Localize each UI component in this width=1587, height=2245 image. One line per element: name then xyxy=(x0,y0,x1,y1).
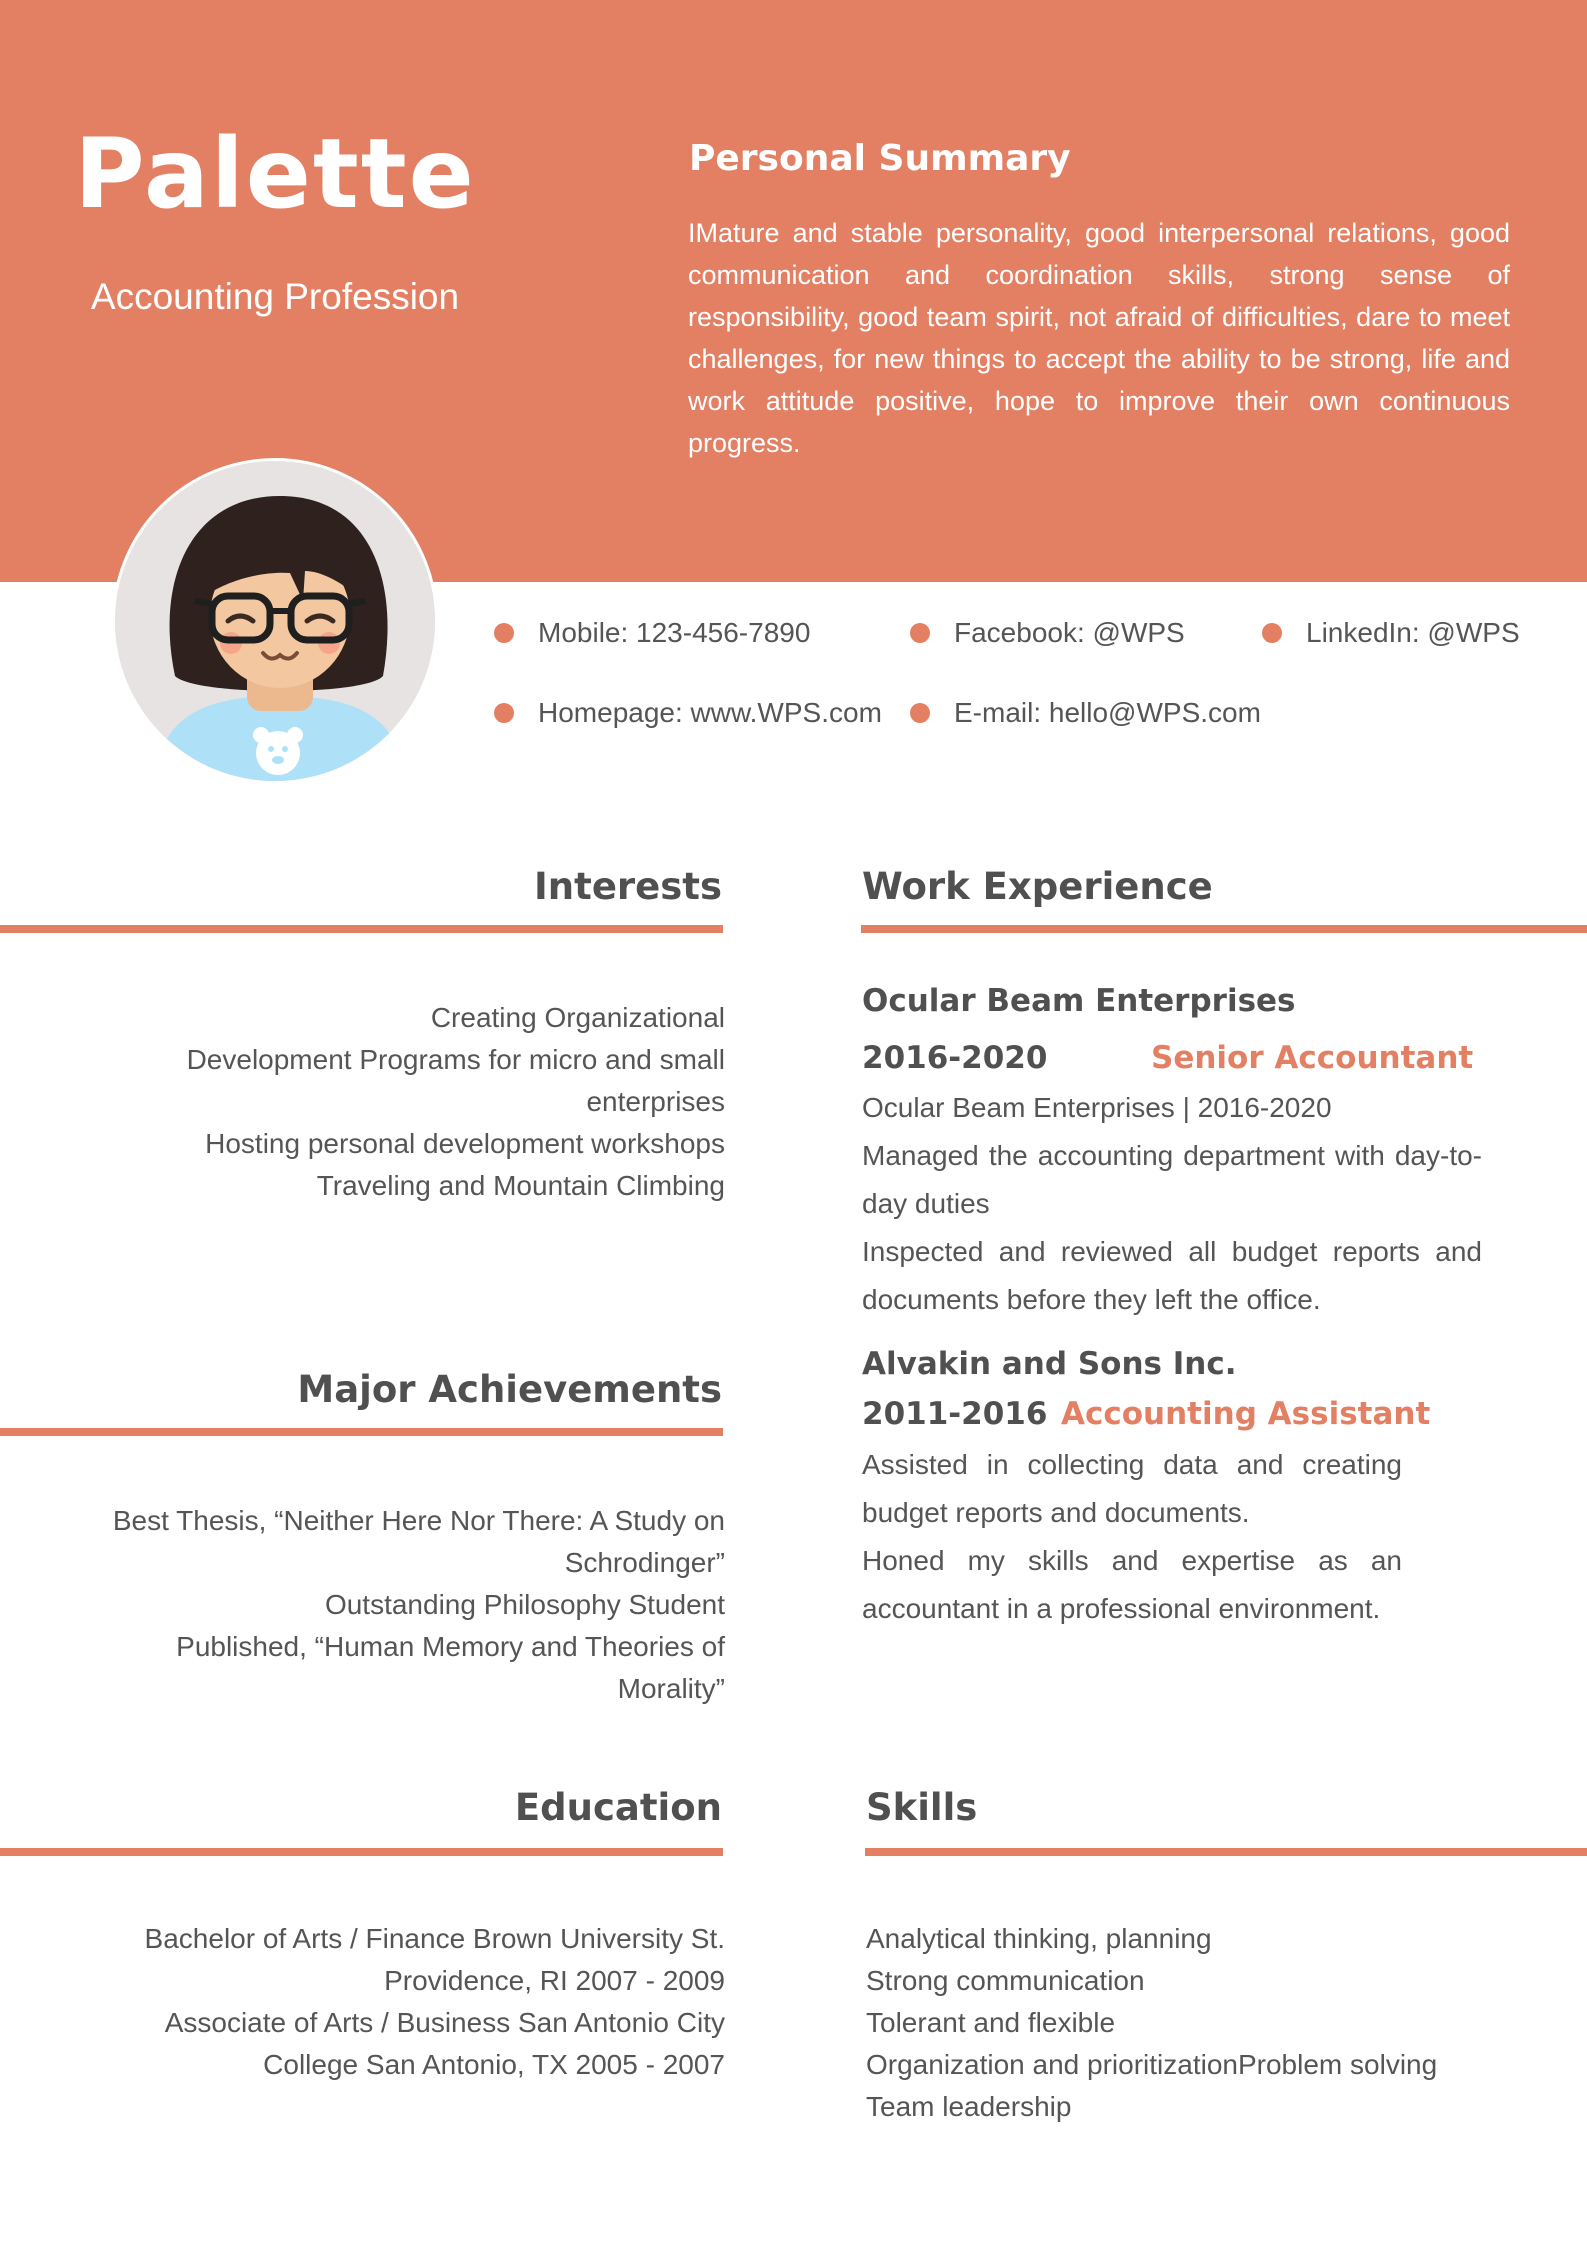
achievements-rule xyxy=(0,1428,723,1436)
work-experience-title: Work Experience xyxy=(862,865,1213,908)
candidate-name: Palette xyxy=(74,118,476,230)
list-item: enterprises xyxy=(586,1086,725,1117)
education-list xyxy=(25,1918,725,2086)
education-title: Education xyxy=(514,1786,722,1829)
skills-list xyxy=(866,1918,1566,2128)
list-item: Published, “Human Memory and Theories of xyxy=(176,1631,725,1662)
education-rule xyxy=(0,1848,723,1856)
job-description xyxy=(862,1441,1402,1633)
job-description xyxy=(862,1084,1482,1324)
list-item: Morality” xyxy=(617,1673,725,1704)
list-item: Providence, RI 2007 - 2009 xyxy=(384,1965,725,1996)
bullet-dot-icon xyxy=(494,623,514,643)
job-years: 2016-2020 xyxy=(862,1040,1048,1076)
list-item: Analytical thinking, planning xyxy=(866,1923,1212,1954)
interests-rule xyxy=(0,925,723,933)
list-item: Team leadership xyxy=(866,2091,1072,2122)
contact-mobile: Mobile: 123-456-7890 xyxy=(494,617,810,649)
list-item: Best Thesis, “Neither Here Nor There: A Study on xyxy=(112,1505,725,1536)
bullet-dot-icon xyxy=(910,623,930,643)
avatar-illustration xyxy=(115,461,435,781)
job-company: Alvakin and Sons Inc. xyxy=(862,1346,1237,1382)
bullet-dot-icon xyxy=(910,703,930,723)
list-item: Tolerant and flexible xyxy=(866,2007,1116,2038)
job-role: Accounting Assistant xyxy=(1061,1396,1431,1432)
achievements-title: Major Achievements xyxy=(297,1368,722,1411)
interests-list xyxy=(25,997,725,1207)
list-item: Outstanding Philosophy Student xyxy=(324,1589,725,1620)
list-item: Associate of Arts / Business San Antonio City xyxy=(164,2007,725,2038)
profession: Accounting Profession xyxy=(90,276,460,317)
summary-text: IMature and stable personality, good interpersonal relations, good communication and coordination skills, strong sense of responsibility, good team spirit, not afraid of difficulties, dare to meet challenges, for new things to accept the ability to be strong, life and work attitude positive, hope to improve their own continuous progress. xyxy=(688,218,1510,458)
interests-title: Interests xyxy=(534,865,722,908)
job-line: Inspected and reviewed all budget reports and documents before they left the office. xyxy=(862,1236,1482,1315)
list-item: Organization and prioritizationProblem solving xyxy=(866,2049,1438,2080)
job-line: Assisted in collecting data and creating budget reports and documents. xyxy=(862,1449,1402,1528)
contact-linkedin[interactable]: LinkedIn: @WPS xyxy=(1262,617,1520,649)
list-item: Development Programs for micro and small xyxy=(186,1044,725,1075)
job-company: Ocular Beam Enterprises xyxy=(862,983,1296,1019)
skills-title: Skills xyxy=(866,1786,978,1829)
contact-email[interactable]: E-mail: hello@WPS.com xyxy=(910,697,1261,729)
list-item: Hosting personal development workshops xyxy=(205,1128,725,1159)
avatar xyxy=(112,458,438,784)
achievements-list xyxy=(25,1500,725,1710)
job-line: Managed the accounting department with day-to-day duties xyxy=(862,1140,1482,1219)
list-item: Strong communication xyxy=(866,1965,1145,1996)
job-line: Ocular Beam Enterprises | 2016-2020 xyxy=(862,1092,1332,1123)
summary-title: Personal Summary xyxy=(689,138,1071,179)
contact-facebook[interactable]: Facebook: @WPS xyxy=(910,617,1185,649)
work-experience-rule xyxy=(861,925,1587,933)
job-years: 2011-2016 xyxy=(862,1396,1048,1432)
list-item: Creating Organizational xyxy=(430,1002,725,1033)
job-line: Honed my skills and expertise as an accountant in a professional environment. xyxy=(862,1545,1402,1624)
contact-homepage[interactable]: Homepage: www.WPS.com xyxy=(494,697,882,729)
job-role: Senior Accountant xyxy=(1151,1040,1474,1076)
bullet-dot-icon xyxy=(494,703,514,723)
list-item: Traveling and Mountain Climbing xyxy=(316,1170,725,1201)
list-item: College San Antonio, TX 2005 - 2007 xyxy=(263,2049,725,2080)
list-item: Bachelor of Arts / Finance Brown University St. xyxy=(144,1923,725,1954)
bullet-dot-icon xyxy=(1262,623,1282,643)
list-item: Schrodinger” xyxy=(564,1547,725,1578)
skills-rule xyxy=(865,1848,1587,1856)
